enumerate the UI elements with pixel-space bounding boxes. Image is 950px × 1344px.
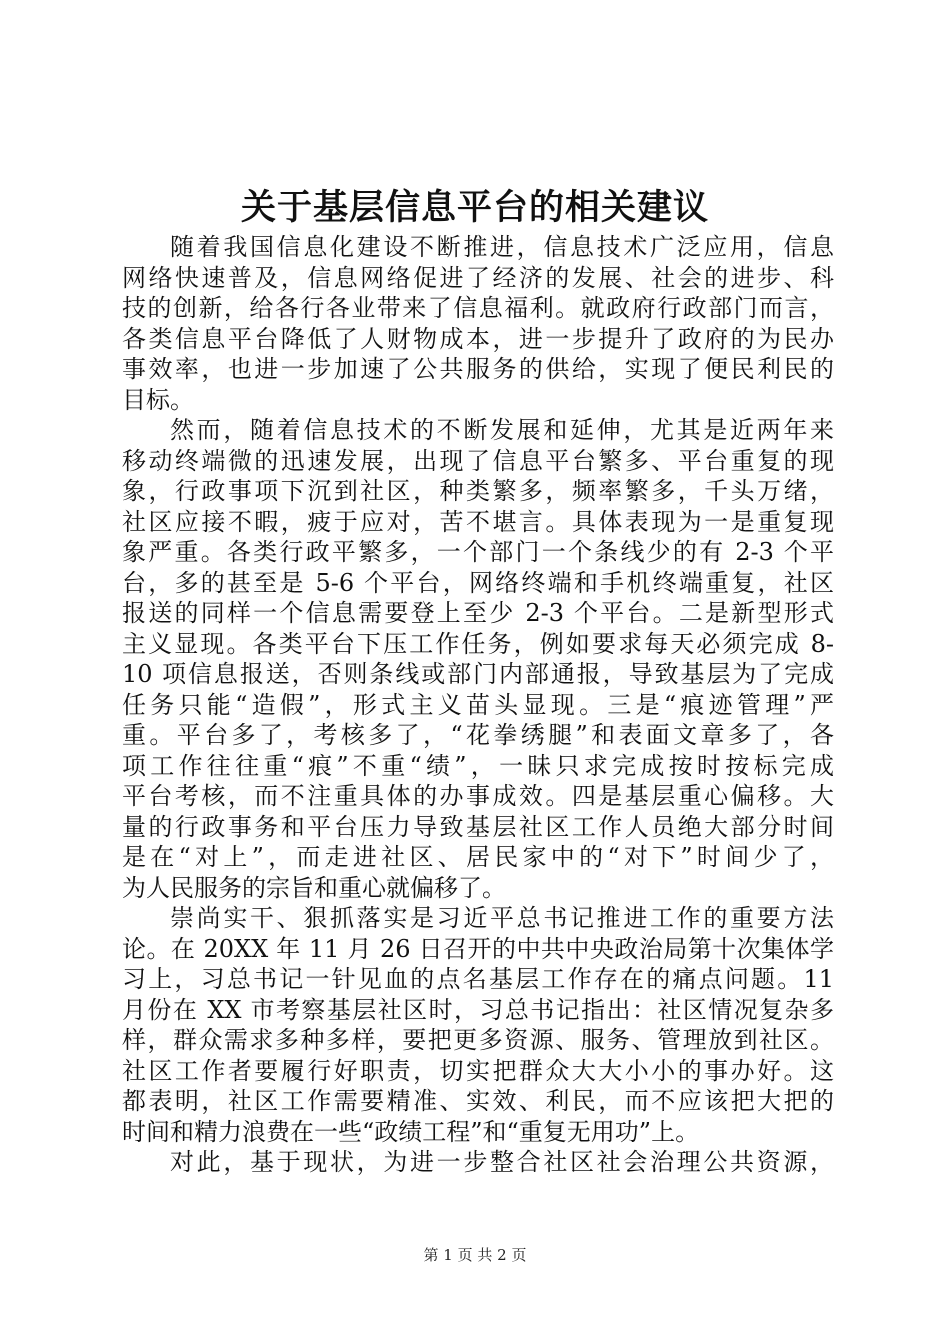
document-body [122,232,834,1178]
text-line: 重。平台多了，考核多了，“花拳绣腿”和表面文章多了，各 [122,721,834,749]
text-line: 都表明，社区工作需要精准、实效、利民，而不应该把大把的 [122,1087,834,1115]
text-line: 10 项信息报送，否则条线或部门内部通报，导致基层为了完成 [122,660,834,688]
text-line: 然而，随着信息技术的不断发展和延伸，尤其是近两年来 [170,416,834,444]
page-footer: 第 1 页 共 2 页 [423,1246,527,1264]
text-line: 是在“对上”，而走进社区、居民家中的“对下”时间少了， [122,843,834,871]
text-line: 为人民服务的宗旨和重心就偏移了。 [122,873,506,902]
text-line: 量的行政事务和平台压力导致基层社区工作人员绝大部分时间 [122,812,834,841]
text-line: 目标。 [122,385,194,414]
text-line: 月份在 XX 市考察基层社区时，习总书记指出：社区情况复杂多 [122,995,834,1024]
text-line: 事效率，也进一步加速了公共服务的供给，实现了便民利民的 [122,355,834,383]
text-line: 台，多的甚至是 5-6 个平台，网络终端和手机终端重复，社区 [122,568,834,597]
text-line: 社区工作者要履行好职责，切实把群众大大小小的事办好。这 [122,1056,834,1085]
text-line: 样，群众需求多种多样，要把更多资源、服务、管理放到社区。 [122,1026,834,1054]
text-line: 习上，习总书记一针见血的点名基层工作存在的痛点问题。11 [122,965,834,993]
text-line: 主义显现。各类平台下压工作任务，例如要求每天必须完成 8- [122,629,834,658]
text-line: 项工作往往重“痕”不重“绩”，一昧只求完成按时按标完成 [122,751,834,780]
text-line: 网络快速普及，信息网络促进了经济的发展、社会的进步、科 [122,263,834,292]
text-line: 论。在 20XX 年 11 月 26 日召开的中共中央政治局第十次集体学 [122,934,834,963]
text-line: 随着我国信息化建设不断推进，信息技术广泛应用，信息 [170,233,834,261]
text-line: 象严重。各类行政平繁多，一个部门一个条线少的有 2-3 个平 [122,538,834,566]
text-line: 崇尚实干、狠抓落实是习近平总书记推进工作的重要方法 [170,904,834,932]
text-line: 报送的同样一个信息需要登上至少 2-3 个平台。二是新型形式 [122,599,834,627]
text-line: 对此，基于现状，为进一步整合社区社会治理公共资源， [170,1148,834,1176]
text-line: 时间和精力浪费在一些“政绩工程”和“重复无用功”上。 [122,1117,700,1146]
text-line: 移动终端微的迅速发展，出现了信息平台繁多、平台重复的现 [122,446,834,475]
text-line: 社区应接不暇，疲于应对，苦不堪言。具体表现为一是重复现 [122,507,834,536]
text-line: 各类信息平台降低了人财物成本，进一步提升了政府的为民办 [122,324,834,353]
text-line: 平台考核，而不注重具体的办事成效。四是基层重心偏移。大 [122,782,834,810]
text-line: 技的创新，给各行各业带来了信息福利。就政府行政部门而言， [122,294,834,322]
text-line: 任务只能“造假”，形式主义苗头显现。三是“痕迹管理”严 [122,690,834,719]
document-title: 关于基层信息平台的相关建议 [240,187,709,228]
text-line: 象，行政事项下沉到社区，种类繁多，频率繁多，千头万绪， [122,477,834,505]
